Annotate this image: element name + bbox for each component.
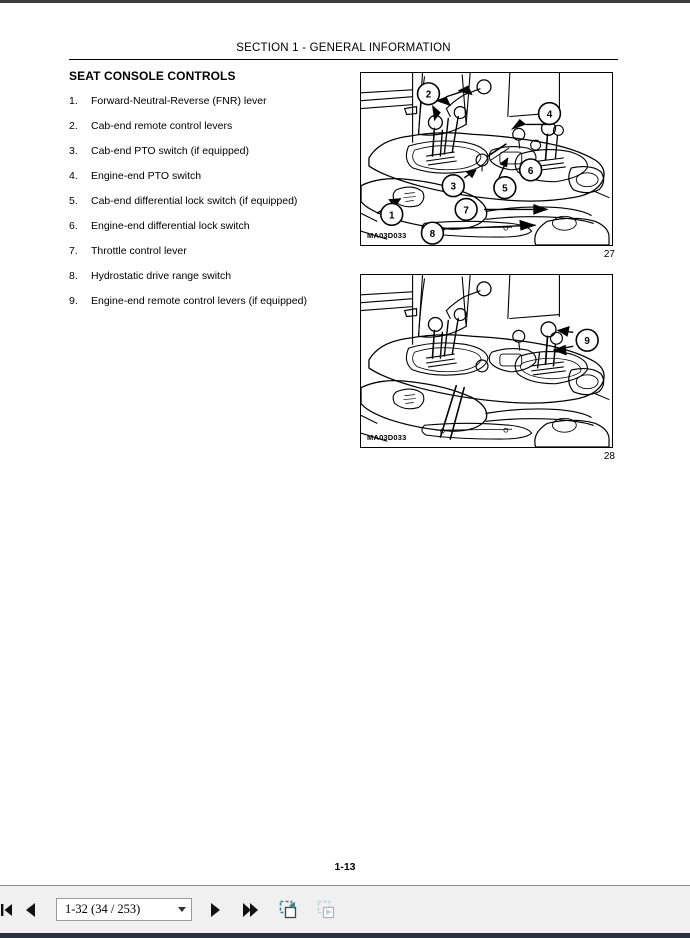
callout-6: 6 [527,165,534,177]
list-item-number: 5. [69,194,78,207]
callout-4: 4 [546,109,553,121]
list-item [69,245,344,258]
first-page-button[interactable] [0,895,14,925]
figure-2-callouts [576,329,598,351]
window-bottom-edge [0,933,690,938]
figure-2-caption: 28 [603,451,615,462]
last-page-icon [241,901,261,919]
callout-7: 7 [463,205,469,217]
callout-9: 9 [584,336,590,348]
figure-1-callouts [381,83,561,244]
list-item-number: 6. [69,219,78,232]
triangle-right-icon [208,901,222,919]
list-item [69,195,344,208]
figure-1-code: MA03D033 [367,231,407,240]
list-item [69,145,344,158]
page-footer-number: 1-13 [334,861,356,873]
callout-8: 8 [429,229,436,241]
chevron-down-icon[interactable] [178,907,186,912]
list-item-label: Engine-end differential lock switch [91,219,250,232]
forward-view-icon [317,900,337,920]
document-header: SECTION 1 - GENERAL INFORMATION [236,42,451,54]
list-item-label: Cab-end PTO switch (if equipped) [91,144,249,157]
figure-1-illustration [361,73,612,245]
callout-2: 2 [425,89,432,101]
previous-view-button[interactable] [270,895,308,925]
list-item [69,170,344,183]
controls-column [69,69,344,319]
page-title: SEAT CONSOLE CONTROLS [69,69,236,83]
callout-5: 5 [502,183,508,195]
document-page [0,3,690,885]
list-item-number: 4. [69,169,78,182]
list-item [69,270,344,283]
list-item-number: 8. [69,269,78,282]
next-view-button[interactable] [308,895,346,925]
first-page-icon [1,902,13,918]
list-item-label: Engine-end PTO switch [91,169,202,182]
figure-2-code: MA03D033 [367,433,407,442]
page-number-input[interactable] [56,898,192,921]
controls-list [69,95,344,308]
page-navigation-toolbar [0,885,690,933]
last-page-button[interactable] [232,895,270,925]
list-item [69,120,344,133]
list-item-label: Throttle control lever [91,244,187,257]
list-item-label: Engine-end remote control levers (if equipped) [91,294,307,307]
previous-page-button[interactable] [14,895,48,925]
list-item-number: 1. [69,95,78,107]
list-item-number: 3. [69,144,78,157]
list-item-label: Cab-end remote control levers [91,119,233,132]
callout-3: 3 [450,181,457,193]
header-divider [69,59,618,60]
callout-1: 1 [388,210,395,222]
list-item-label: Hydrostatic drive range switch [91,269,232,282]
list-item [69,295,344,308]
figure-seat-console-cab-end [360,72,613,246]
next-page-button[interactable] [198,895,232,925]
list-item [69,220,344,233]
triangle-left-icon [24,901,38,919]
page-number-value: 1-32 (34 / 253) [65,902,141,916]
list-item-number: 9. [69,294,78,307]
list-item-number: 7. [69,244,78,257]
list-item-label: Cab-end differential lock switch (if equipped) [91,194,298,207]
back-view-icon [279,900,299,920]
figure-seat-console-engine-end [360,274,613,448]
list-item [69,95,344,108]
list-item-label: Forward-Neutral-Reverse (FNR) lever [91,95,267,107]
figure-2-illustration [361,275,612,447]
figure-1-caption: 27 [603,249,615,260]
list-item-number: 2. [69,119,78,132]
